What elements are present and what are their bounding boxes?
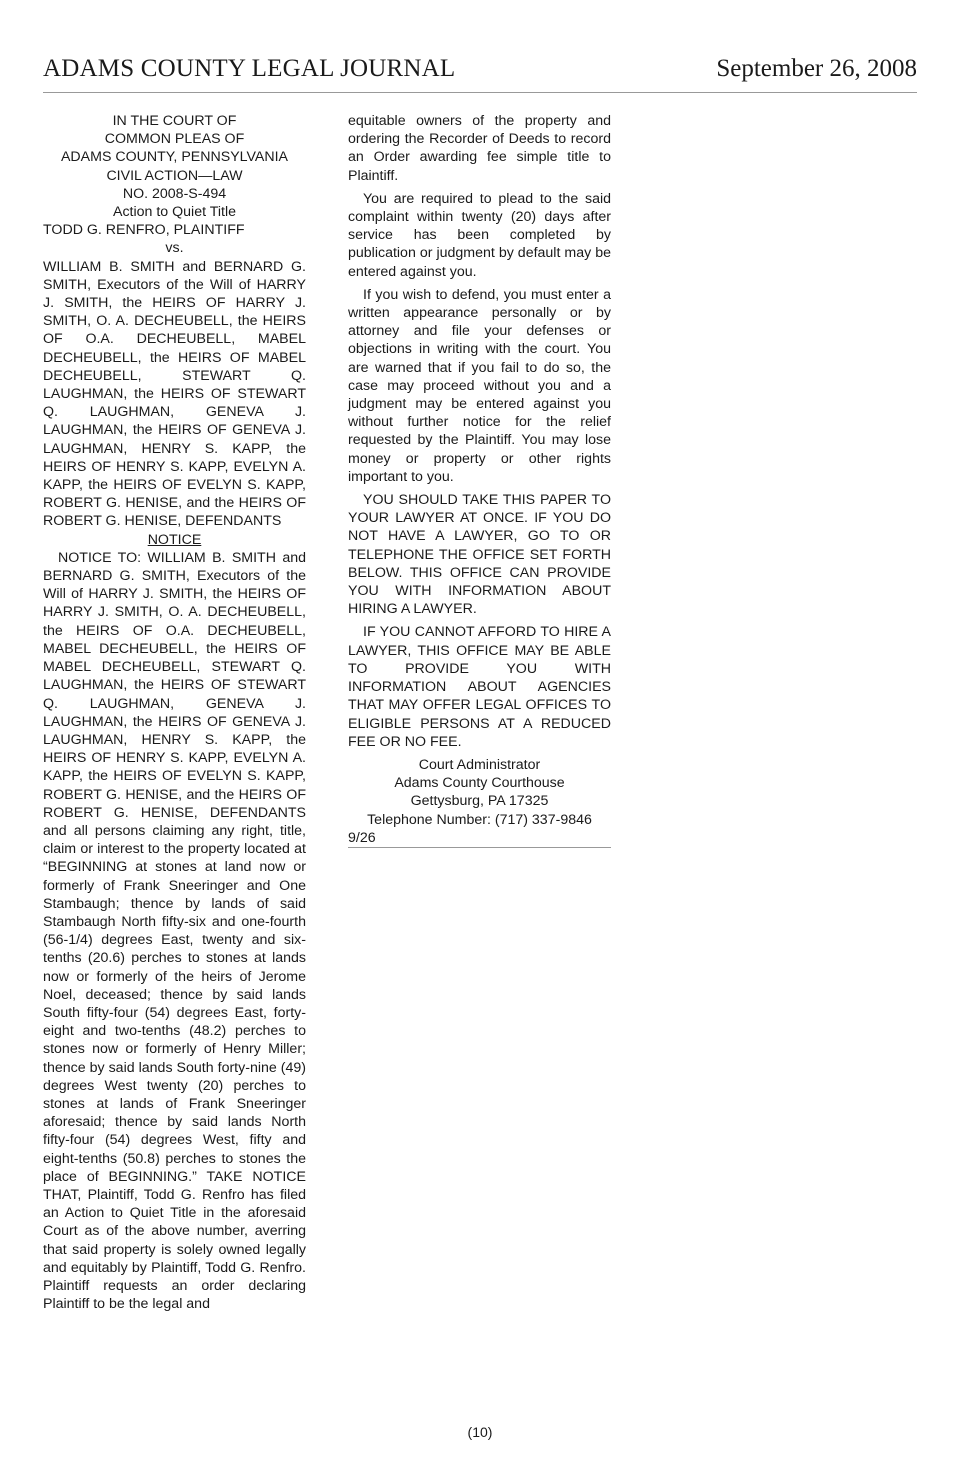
journal-title: ADAMS COUNTY LEGAL JOURNAL [43, 55, 456, 82]
court-line: IN THE COURT OF [112, 113, 237, 129]
notice-body-part2: equitable owners of the property and ordering the Recorder of Deeds to record an Order awarding fee simple title to Plaintiff. [348, 113, 611, 184]
action-type: CIVIL ACTION—LAW [106, 167, 243, 184]
plead-paragraph: You are required to plead to the said complaint within twenty (20) days after service has been completed by publication or judgment by default may be entered against you. [348, 190, 611, 280]
end-rule [348, 847, 611, 848]
address-line: Adams County Courthouse [394, 775, 565, 792]
page-number: (10) [467, 1424, 493, 1440]
right-column [348, 112, 611, 848]
address-line: Telephone Number: (717) 337-9846 [367, 811, 592, 828]
court-administrator-address [348, 756, 611, 829]
defend-paragraph: If you wish to defend, you must enter a written appearance personally or by attorney and file your defenses or objections in writing with the court. You are warned that if you fail to do so, the case may proceed without you and a judgment may be entered against you without further notice for the relief requested by the Plaintiff. You may lose money or property or other rights important to you. [348, 286, 611, 485]
journal-masthead [43, 52, 917, 93]
defendants-list: WILLIAM B. SMITH and BERNARD G. SMITH, Executors of the Will of HARRY J. SMITH, the HEIRS OF HARRY J. SMITH, O. A. DECHEUBELL, the HEIRS OF O.A. DECHEUBELL, MABEL DECHEUBELL, the HEIRS OF MABEL DECHEUBELL, STEWART Q. LAUGHMAN, the HEIRS OF STEWART Q. LAUGHMAN, GENEVA J. LAUGHMAN, the HEIRS OF GENEVA J. LAUGHMAN, HENRY S. KAPP, the HEIRS OF HENRY S. KAPP, EVELYN A. KAPP, the HEIRS OF EVELYN S. KAPP, ROBERT G. HENISE, and the HEIRS OF ROBERT G. HENISE, DEFENDANTS [43, 258, 306, 530]
afford-paragraph: IF YOU CANNOT AFFORD TO HIRE A LAWYER, THIS OFFICE MAY BE ABLE TO PROVIDE YOU WITH INFORMATION ABOUT AGENCIES THAT MAY OFFER LEGAL OFFICES TO ELIGIBLE PERSONS AT A REDUCED FEE OR NO FEE. [348, 624, 611, 750]
court-line: ADAMS COUNTY, PENNSYLVANIA [60, 149, 289, 166]
address-line: Gettysburg, PA 17325 [410, 793, 549, 810]
action-description: Action to Quiet Title [112, 204, 237, 221]
notice-body-part1: NOTICE TO: WILLIAM B. SMITH and BERNARD G. SMITH, Executors of the Will of HARRY J. SMITH, the HEIRS OF HARRY J. SMITH, O. A. DECHEUBELL, the HEIRS OF O.A. DECHEUBELL, MABEL DECHEUBELL, the HEIRS OF MABEL DECHEUBELL, STEWART Q. LAUGHMAN, the HEIRS OF STEWART Q. LAUGHMAN, GENEVA J. LAUGHMAN, the HEIRS OF GENEVA J. LAUGHMAN, HENRY S. KAPP, the HEIRS OF HENRY S. KAPP, EVELYN A. KAPP, the HEIRS OF EVELYN S. KAPP, ROBERT G. HENISE, and the HEIRS OF ROBERT G. HENISE, DEFENDANTS and all persons claiming any right, title, claim or interest to the property located at “BEGINNING at stones at land now or formerly of Frank Sneeringer and One Stambaugh; thence by lands of said Stambaugh North fifty-six and one-fourth (56-1/4) degrees East, twenty and six-tenths (20.6) perches to stones at lands now or formerly of the heirs of Jerome Noel, deceased; thence by said lands South fifty-four (54) degrees East, forty-eight and two-tenths (48.2) perches to stones now or formerly of Henry Miller; thence by said lands South forty-nine (49) degrees West twenty (20) perches to stones at lands of Frank Sneeringer aforesaid; thence by said lands North fifty-four (54) degrees West, fifty and eight-tenths (50.8) perches to stones the place of BEGINNING.” TAKE NOTICE THAT, Plaintiff, Todd G. Renfro has filed an Action to Quiet Title in the aforesaid Court as of the above number, averring that said property is solely owned legally and equitably by Plaintiff, Todd G. Renfro. Plaintiff requests an order declaring Plaintiff to be the legal and [43, 549, 306, 1313]
left-column [43, 112, 306, 1313]
address-line: Court Administrator [418, 756, 541, 773]
versus-label: vs. [165, 240, 184, 257]
case-number: NO. 2008-S-494 [122, 185, 227, 202]
plaintiff-name: TODD G. RENFRO, PLAINTIFF [43, 222, 245, 239]
court-heading [43, 112, 306, 167]
issue-date: September 26, 2008 [716, 55, 917, 82]
publication-dateline: 9/26 [348, 829, 376, 846]
notice-heading: NOTICE [147, 531, 202, 548]
court-line: COMMON PLEAS OF [104, 131, 245, 148]
case-caption [43, 167, 306, 222]
lawyer-paragraph: YOU SHOULD TAKE THIS PAPER TO YOUR LAWYER AT ONCE. IF YOU DO NOT HAVE A LAWYER, GO TO OR TELEPHONE THE OFFICE SET FORTH BELOW. THIS OFFICE CAN PROVIDE YOU WITH INFORMATION ABOUT HIRING A LAWYER. [348, 492, 611, 618]
